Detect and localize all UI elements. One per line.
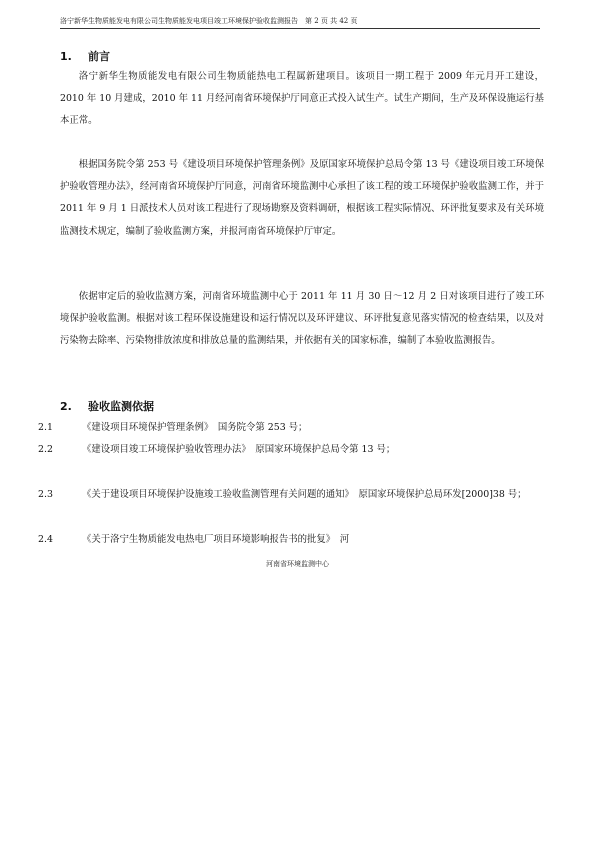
reference-text: 《建设项目竣工环境保护验收管理办法》 原国家环境保护总局令第 13 号； [82, 444, 396, 455]
section-1-title: 前言 [88, 50, 110, 63]
reference-number: 2.2 [38, 444, 53, 455]
section-1-number: 1. [60, 50, 72, 63]
reference-text: 《关于洛宁生物质能发电热电厂项目环境影响报告书的批复》 河 [82, 534, 350, 545]
section-1-paragraph-3: 依据审定后的验收监测方案，河南省环境监测中心于 2011 年 11 月 30 日～12 月 2 日对该项目进行了竣工环境保护验收监测。根据对该工程环保设施建设和运行情况以及环评建议、环评批复意见落实情况的检查结果，以及对污染物去除率、污染物排放浓度和排放总量的监测结果，并依据有关的国家标准，编制了本验收监测报告。 [60, 291, 544, 347]
section-1-heading [60, 50, 110, 64]
section-2-number: 2. [60, 400, 72, 413]
section-2-title: 验收监测依据 [88, 400, 154, 413]
reference-number: 2.1 [38, 422, 53, 433]
reference-item-1 [38, 417, 544, 440]
page-footer: 河南省环境监测中心 [266, 560, 329, 568]
header-divider [60, 28, 540, 29]
section-2-heading [60, 400, 154, 414]
section-1-paragraph-1: 洛宁新华生物质能发电有限公司生物质能热电工程属新建项目。该项目一期工程于 2009 年元月开工建设，2010 年 10 月建成，2010 年 11 月经河南省环境保护厅同意正式投入试生产。试生产期间，生产及环保设施运行基本正常。 [60, 71, 544, 127]
reference-item-3 [38, 484, 544, 507]
reference-text: 《关于建设项目环境保护设施竣工验收监测管理有关问题的通知》 原国家环境保护总局环发[2000]38 号； [82, 489, 527, 500]
reference-item-4 [38, 529, 544, 552]
reference-number: 2.3 [38, 489, 53, 500]
page-header: 洛宁新华生物质能发电有限公司生物质能发电项目竣工环境保护验收监测报告 第 2 页 共 42 页 [60, 17, 358, 25]
reference-number: 2.4 [38, 534, 53, 545]
reference-item-2 [38, 439, 544, 462]
section-1-paragraph-2: 根据国务院令第 253 号《建设项目环境保护管理条例》及原国家环境保护总局令第 13 号《建设项目竣工环境保护验收管理办法》，经河南省环境保护厅同意，河南省环境监测中心承担了该工程的竣工环境保护验收监测工作，并于 2011 年 9 月 1 日派技术人员对该工程进行了现场勘察及资料调研，根据该工程实际情况、环评批复要求及有关环境监测技术规定，编制了验收监测方案，并报河南省环境保护厅审定。 [60, 159, 544, 237]
reference-text: 《建设项目环境保护管理条例》 国务院令第 253 号； [82, 422, 308, 433]
